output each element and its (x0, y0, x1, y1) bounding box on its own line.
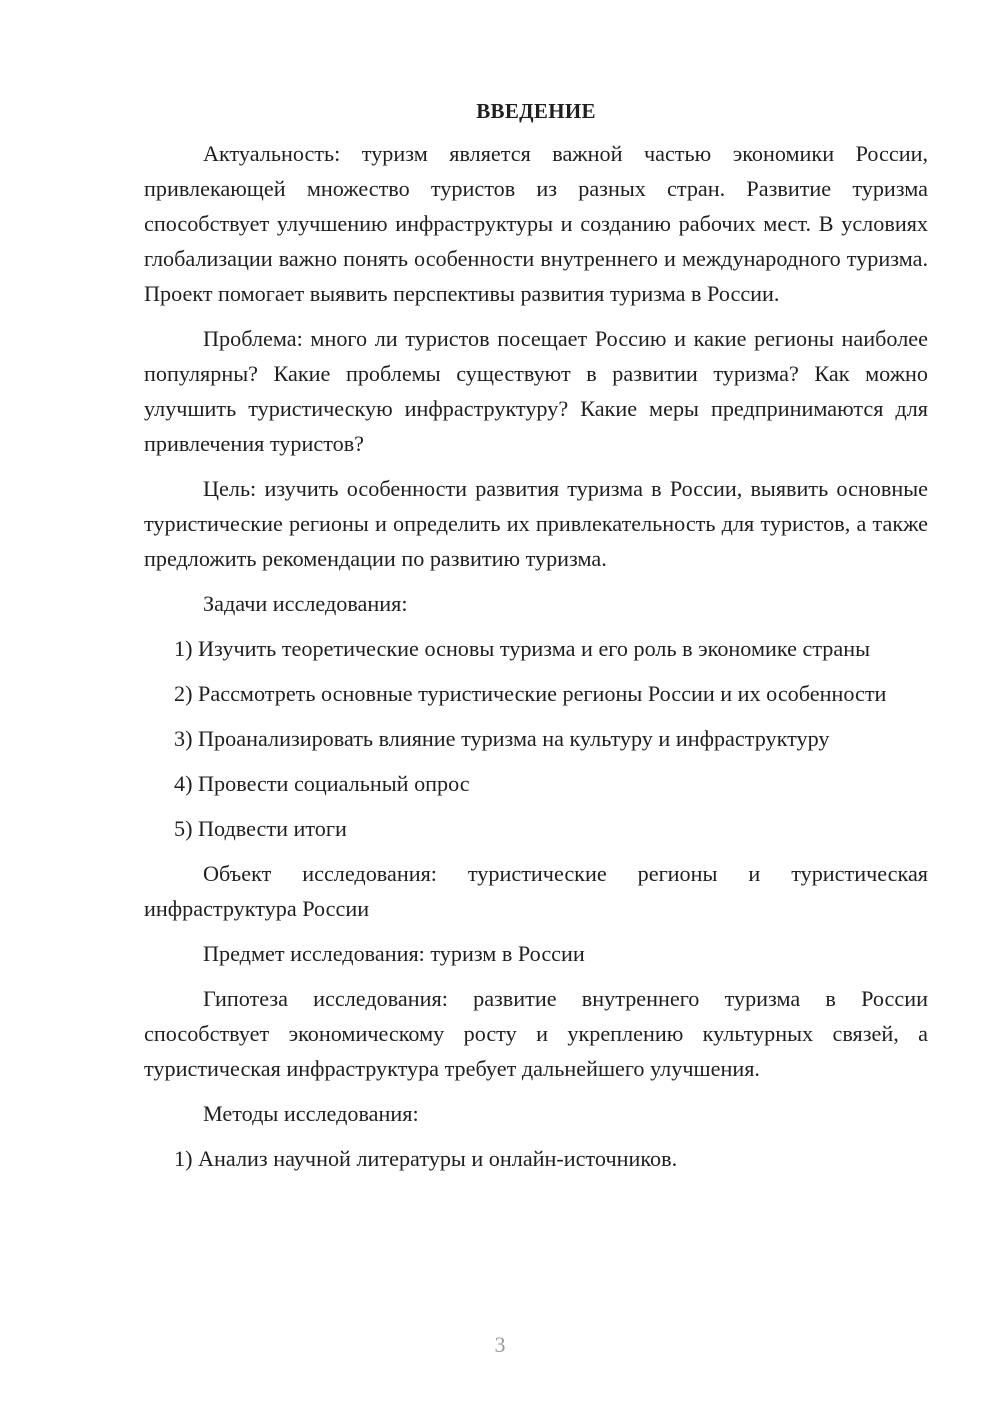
problem-paragraph: Проблема: много ли туристов посещает Россию и какие регионы наиболее популярны? Какие проблемы существуют в развитии туризма? Как можно улучшить туристическую инфраструктуру? Какие меры предпринимаются для привлечения туристов? (144, 326, 928, 456)
relevance-paragraph: Актуальность: туризм является важной частью экономики России, привлекающей множество туристов из разных стран. Развитие туризма способствует улучшению инфраструктуры и созданию рабочих мест. В условиях глобализации важно понять особенности внутреннего и международного туризма. Проект помогает выявить перспективы развития туризма в России. (144, 141, 928, 306)
section-title: ВВЕДЕНИЕ (476, 99, 596, 123)
page-number: 3 (494, 1332, 506, 1357)
task-item: 2) Рассмотреть основные туристические регионы России и их особенности (174, 681, 887, 706)
task-item: 5) Подвести итоги (174, 816, 347, 841)
task-item: 3) Проанализировать влияние туризма на культуру и инфраструктуру (174, 726, 830, 751)
hypothesis-paragraph: Гипотеза исследования: развитие внутреннего туризма в России способствует экономическому росту и укреплению культурных связей, а туристическая инфраструктура требует дальнейшего улучшения. (144, 986, 928, 1081)
goal-paragraph: Цель: изучить особенности развития туризма в России, выявить основные туристические регионы и определить их привлекательность для туристов, а также предложить рекомендации по развитию туризма. (144, 476, 928, 571)
object-paragraph: Объект исследования: туристические регионы и туристическая инфраструктура России (144, 861, 928, 921)
subject-paragraph: Предмет исследования: туризм в России (203, 941, 585, 966)
task-item: 1) Изучить теоретические основы туризма и его роль в экономике страны (174, 636, 871, 661)
tasks-heading: Задачи исследования: (203, 591, 408, 616)
methods-heading: Методы исследования: (203, 1101, 419, 1126)
method-item: 1) Анализ научной литературы и онлайн-источников. (174, 1146, 678, 1171)
document-page (144, 95, 928, 1186)
task-item: 4) Провести социальный опрос (174, 771, 470, 796)
